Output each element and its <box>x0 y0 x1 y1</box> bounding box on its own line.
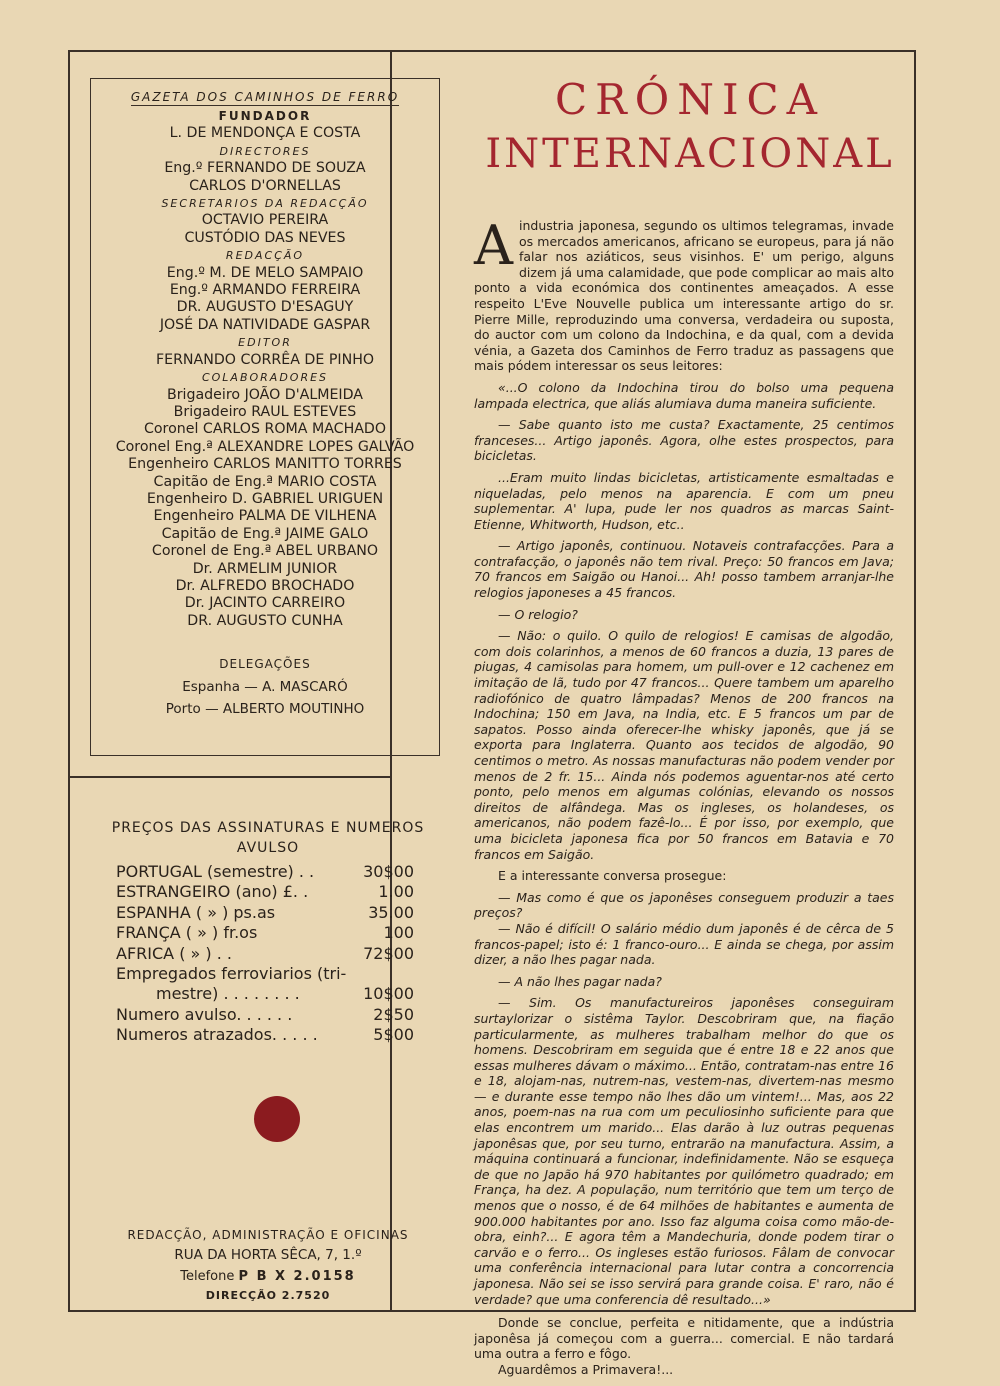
drop-cap: A <box>474 214 513 277</box>
price-label: mestre) . . . . . . . . <box>156 984 300 1004</box>
article-paragraph: — Sim. Os manufactureiros japonêses conseguiram surtaylorizar o sistêma Taylor. Descobriram que, na fiação particularmente, as mulheres trabalham melhor do que os homens. Descobriram em seguida que é entre 18 e 22 anos que essas mulheres dávam o máximo... Então, contratam-nas entre 16 e 18, alojam-nas, nutrem-nas, vestem-nas, divertem-nas mesmo — e durante esse tempo não lhes dão um vintem!... Mas, aos 22 anos, poem-nas na rua com um peculiosinho suficiente para que elas encontrem um marido... Elas darão à luz outras pequenas japonêsas que, por seu turno, entrarão na manufactura. Assim, a máquina continuará a funcionar, indefinidamente. Não se esqueça de que no Japão há 970 habitantes por quilómetro quadrado; em França, ha dez. A população, num território que tem um terço de menos que o nosso, é de 64 milhões de habitantes e aumenta de 900.000 habitantes por ano. Isso faz alguma coisa como mão-de-obra, einh?... E agora têm a Mandechuria, donde podem tirar o carvão e o ferro... Os ingleses estão furiosos. Fâlam de convocar uma conferência internacional para lutar contra a concorrencia japonesa. Não sei se isso servirá para grande coisa. E' raro, não é verdade? que uma conferencia dê resultado...» <box>474 995 894 1307</box>
section-divider <box>68 776 392 778</box>
price-label: Empregados ferroviarios (tri- <box>116 964 347 984</box>
price-row <box>96 944 440 964</box>
price-label: ESTRANGEIRO (ano) £. . <box>116 882 309 902</box>
price-row <box>96 964 440 984</box>
article-paragraph: — Mas como é que os japonêses conseguem produzir a taes preços? <box>474 889 894 921</box>
price-label: Numero avulso. . . . . . <box>116 1004 293 1024</box>
price-label: Numeros atrazados. . . . . <box>116 1025 318 1045</box>
colaborador: Engenheiro PALMA DE VILHENA <box>153 508 377 525</box>
colaborador: Capitão de Eng.ª JAIME GALO <box>161 525 369 542</box>
masthead <box>92 86 438 720</box>
price-label: AFRICA ( » ) . . <box>116 943 232 963</box>
colaborador: Coronel Eng.ª ALEXANDRE LOPES GALVÃO <box>115 438 415 455</box>
editor-label: EDITOR <box>238 336 292 350</box>
price-row <box>96 882 440 902</box>
prices-title-2: AVULSO <box>236 840 300 856</box>
prices-table <box>96 818 440 1046</box>
director: Eng.º FERNANDO DE SOUZA <box>164 160 366 177</box>
delegacoes-label: DELEGAÇÕES <box>219 657 311 672</box>
price-row <box>96 1025 440 1045</box>
price-label: PORTUGAL (semestre) . . <box>116 862 315 881</box>
price-row <box>96 862 440 882</box>
article-paragraph: — Sabe quanto isto me custa? Exactamente, 25 centimos franceses... Artigo japonês. Agora, olhe estes prospectos, para bicicletas. <box>474 417 894 464</box>
price-value: 35.00 <box>368 902 414 922</box>
article-paragraph: ...Eram muito lindas bicicletas, artisticamente esmaltadas e niqueladas, pelo menos na aparencia. E com um pneu suplementar. A' lupa, pude ler nos quadros as marcas Saint-Etienne, Whitworth, Hudson, etc.. <box>474 469 894 532</box>
article-paragraph: E a interessante conversa prosegue: <box>498 868 727 884</box>
article-paragraph: Donde se conclue, perfeita e nitidamente, que a indústria japonêsa já começou com a guerra... comercial. E não tardará uma outra a ferro e fôgo. <box>474 1315 894 1362</box>
prices-title: PREÇOS DAS ASSINATURAS E NUMEROS <box>111 820 425 836</box>
delegacao: Espanha — A. MASCARÓ <box>182 679 348 696</box>
article-paragraph: Aguardêmos a Primavera!... <box>498 1361 674 1377</box>
redactor: DR. AUGUSTO D'ESAGUY <box>176 299 354 316</box>
secretarios-label: SECRETARIOS DA REDACÇÃO <box>161 197 369 211</box>
address-line: REDACÇÃO, ADMINISTRAÇÃO E OFICINAS <box>127 1228 409 1242</box>
title-line-1: CRÓNICA <box>555 75 825 124</box>
title-line-2: INTERNACIONAL <box>485 131 895 177</box>
price-row <box>96 903 440 923</box>
page-title <box>470 74 910 182</box>
colaborador: Dr. ARMELIM JUNIOR <box>192 560 338 577</box>
redaccao-label: REDACÇÃO <box>225 249 305 263</box>
price-value: 30$00 <box>363 862 414 881</box>
article-paragraph: «...O colono da Indochina tirou do bolso uma pequena lampada electrica, que aliás alumiava duma maneira suficiente. <box>474 379 894 411</box>
article-paragraph: — A não lhes pagar nada? <box>498 973 662 989</box>
colaborador: Engenheiro CARLOS MANITTO TORRES <box>128 456 402 473</box>
redactor: Eng.º ARMANDO FERREIRA <box>169 282 361 299</box>
secretario: OCTAVIO PEREIRA <box>201 212 329 229</box>
address-block <box>96 1226 440 1304</box>
article-paragraph: — Artigo japonês, continuou. Notaveis contrafacções. Para a contrafacção, o japonês não tem rival. Preço: 50 francos em Java; 70 francos em Saigão ou Hanoi... Ah! posso tambem arranjar-lhe relogios japoneses a 45 francos. <box>474 538 894 601</box>
price-label: FRANÇA ( » ) fr.os <box>116 923 258 943</box>
fundador-label: FUNDADOR <box>218 109 312 123</box>
direccao-line: DIRECÇÃO 2.7520 <box>205 1289 331 1302</box>
colaborador: Capitão de Eng.ª MARIO COSTA <box>153 473 377 490</box>
price-row <box>96 1005 440 1025</box>
colaborador: Coronel de Eng.ª ABEL URBANO <box>151 543 379 560</box>
colaborador: Engenheiro D. GABRIEL URIGUEN <box>146 490 384 507</box>
telefone-number: P B X 2.0158 <box>238 1269 356 1284</box>
price-value: 10$00 <box>363 984 414 1004</box>
colaboradores-label: COLABORADORES <box>201 371 329 385</box>
directores-label: DIRECTORES <box>219 144 311 158</box>
address-street: RUA DA HORTA SÊCA, 7, 1.º <box>174 1247 362 1263</box>
telefone-line <box>96 1266 440 1288</box>
article-paragraph: — O relogio? <box>498 606 578 622</box>
price-row <box>96 923 440 943</box>
article-paragraph: Aindustria japonesa, segundo os ultimos telegramas, invade os mercados americanos, africano se europeus, para já não falar nos aziáticos, seus visinhos. E' um perigo, alguns dizem já uma calamidade, que pode complicar ao mais alto ponto a vida económica dos continentes ameaçados. A esse respeito L'Eve Nouvelle publica um interessante artigo do sr. Pierre Mille, reproduzindo uma conversa, verdadeira ou suposta, do auctor com um colono da Indochina, e da qual, com a devida vénia, a Gazeta dos Caminhos de Ferro traduz as passagens que mais pódem interessar os seus leitores: <box>474 214 894 374</box>
colaborador: Dr. JACINTO CARREIRO <box>184 595 346 612</box>
editor: FERNANDO CORRÊA DE PINHO <box>155 351 375 368</box>
price-value: 2$50 <box>373 1004 414 1024</box>
colaborador: DR. AUGUSTO CUNHA <box>187 612 343 629</box>
price-label: ESPANHA ( » ) ps.as <box>116 902 276 922</box>
secretario: CUSTÓDIO DAS NEVES <box>184 229 346 246</box>
colaborador: Brigadeiro RAUL ESTEVES <box>173 403 357 420</box>
colaborador: Dr. ALFREDO BROCHADO <box>175 577 355 594</box>
colaborador: Brigadeiro JOÃO D'ALMEIDA <box>166 386 364 403</box>
price-value: 100 <box>383 923 414 943</box>
gazeta-title: GAZETA DOS CAMINHOS DE FERRO <box>130 90 400 104</box>
price-row <box>96 984 440 1004</box>
price-value: 5$00 <box>373 1025 414 1045</box>
delegacao: Porto — ALBERTO MOUTINHO <box>165 701 365 718</box>
article-paragraph: — Não: o quilo. O quilo de relogios! E camisas de algodão, com dois colarinhos, a menos de 60 francos a duzia, 13 pares de piugas, 4 camisolas para homem, um pull-over e 12 cachenez em imitação de lã, tudo por 47 francos... Quere tambem um aparelho radiofónico de quatro lâmpadas? Menos de 200 francos na Indochina; 150 em Java, na India, etc. E 5 francos um par de sapatos. Posso ainda oferecer-lhe whisky japonês, que já se exporta para Inglaterra. Quanto aos tecidos de algodão, 90 centimos o metro. As nossas manufacturas não podem vender por menos de 2 fr. 15... Ainda nós podemos aguentar-nos até certo ponto, pelo menos em algumas colónias, elevando os nossos direitos de alfândega. Mas os ingleses, os holandeses, os americanos, não podem fazê-lo... É por isso, por exemplo, que uma bicicleta japonesa fica por 50 francos em Batavia e 70 francos em Saigão. <box>474 628 894 862</box>
redactor: JOSÉ DA NATIVIDADE GASPAR <box>159 316 371 333</box>
article-paragraph: — Não é difícil! O salário médio dum japonês é de cêrca de 5 francos-papel; isto é: 1 franco-ouro... E ainda se chega, por assim dizer, a não lhes pagar nada. <box>474 920 894 968</box>
redactor: Eng.º M. DE MELO SAMPAIO <box>166 264 364 281</box>
fundador: L. DE MENDONÇA E COSTA <box>169 125 361 142</box>
colaborador: Coronel CARLOS ROMA MACHADO <box>143 421 387 438</box>
price-value: 72$00 <box>363 943 414 963</box>
red-seal-icon <box>254 1096 300 1142</box>
telefone-label: Telefone <box>180 1269 235 1284</box>
price-value: 1.00 <box>378 882 414 902</box>
director: CARLOS D'ORNELLAS <box>189 177 341 194</box>
article-body <box>474 214 894 1384</box>
